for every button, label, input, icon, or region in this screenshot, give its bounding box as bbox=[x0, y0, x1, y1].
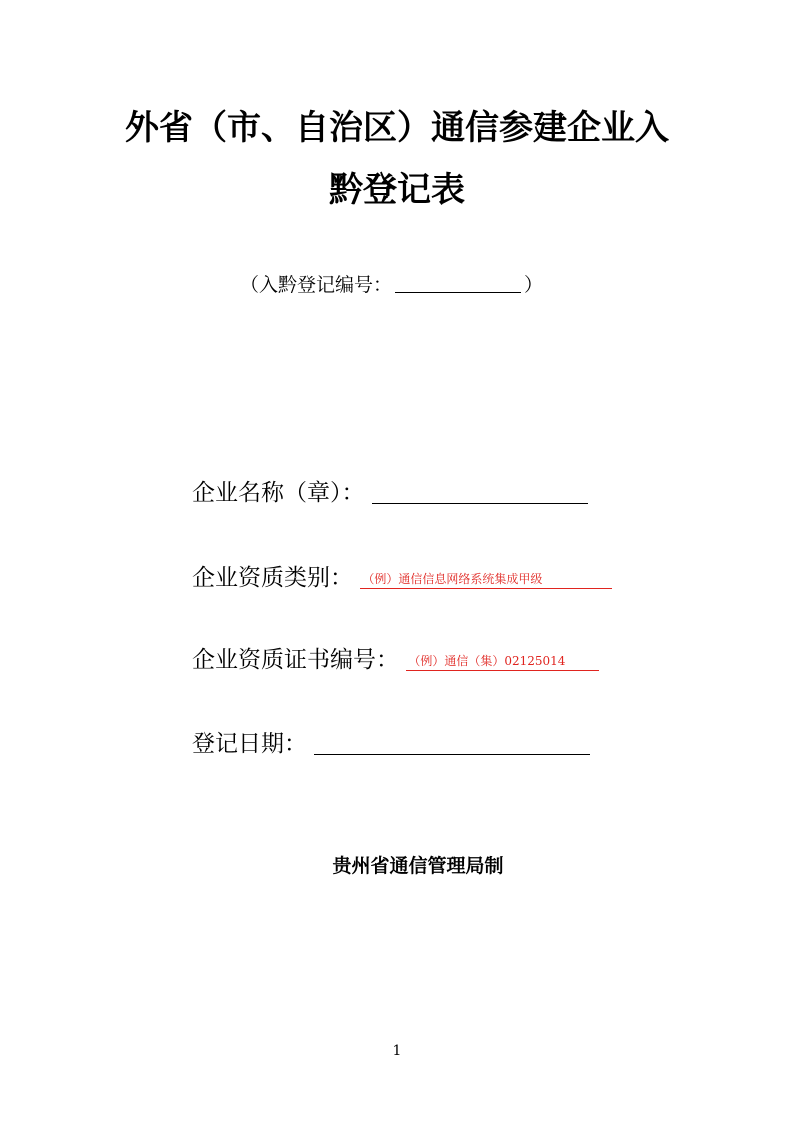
certificate-number-example: （例）通信（集）02125014 bbox=[408, 654, 566, 668]
document-title-line-1: 外省（市、自治区）通信参建企业入 bbox=[125, 108, 669, 148]
certificate-number-field[interactable] bbox=[406, 646, 599, 671]
registration-number-close-paren: ） bbox=[524, 274, 544, 296]
qualification-type-field[interactable] bbox=[360, 564, 612, 589]
certificate-number-row bbox=[192, 645, 599, 675]
registration-number-row bbox=[240, 272, 543, 298]
company-name-row bbox=[192, 478, 588, 508]
company-name-field[interactable] bbox=[372, 479, 588, 504]
certificate-number-label: 企业资质证书编号： bbox=[192, 647, 399, 673]
document-title-line-2: 黔登记表 bbox=[329, 170, 465, 210]
qualification-type-row bbox=[192, 563, 612, 593]
registration-date-label: 登记日期： bbox=[192, 731, 307, 757]
company-name-label: 企业名称（章）： bbox=[192, 480, 365, 506]
registration-number-label: （入黔登记编号： bbox=[240, 274, 393, 296]
registration-date-row bbox=[192, 729, 590, 759]
issuer-line: 贵州省通信管理局制 bbox=[332, 855, 504, 877]
page-number: 1 bbox=[392, 1043, 402, 1059]
registration-date-field[interactable] bbox=[314, 730, 590, 755]
qualification-type-label: 企业资质类别： bbox=[192, 565, 353, 591]
qualification-type-example: （例）通信信息网络系统集成甲级 bbox=[362, 572, 543, 586]
registration-number-field[interactable] bbox=[395, 274, 521, 293]
